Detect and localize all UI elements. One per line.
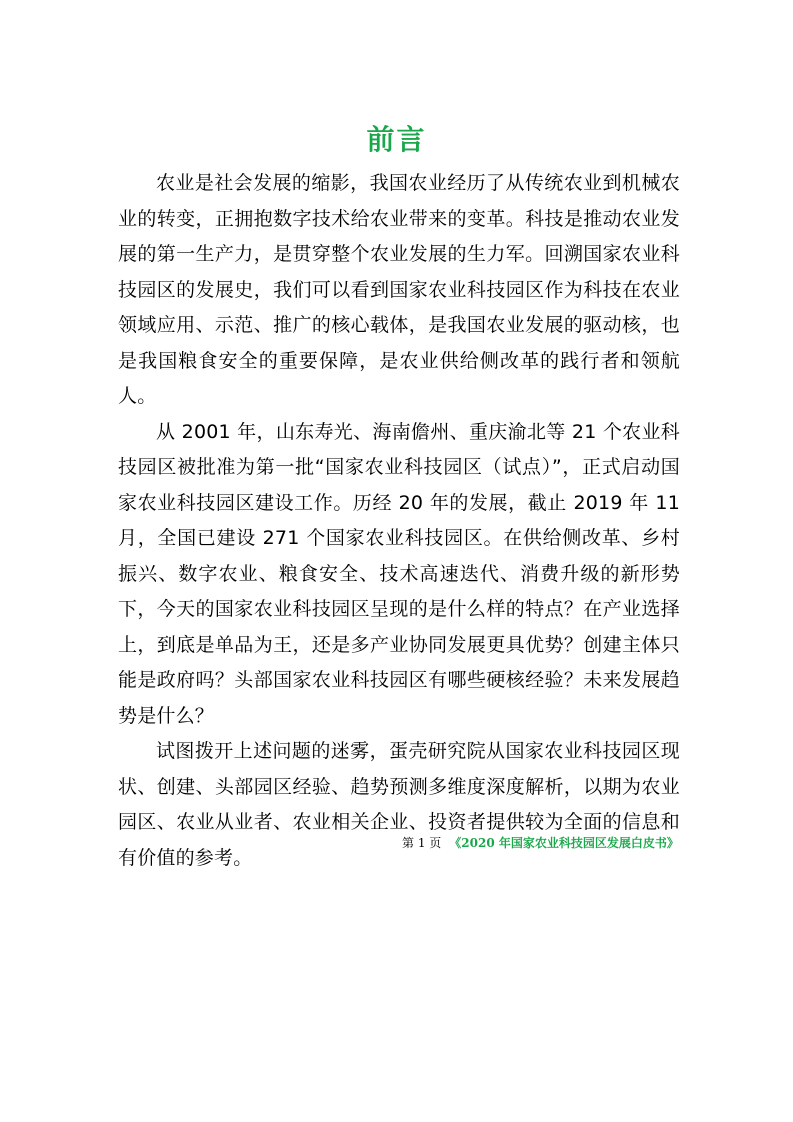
paragraph-2: 从 2001 年，山东寿光、海南儋州、重庆渝北等 21 个农业科技园区被批准为第一批“国家农业科技园区（试点）”，正式启动国家农业科技园区建设工作。历经 20 年的发展，截止 2019 年 11 月，全国已建设 271 个国家农业科技园区。在供给侧改革、乡村振兴、数字农业、粮食安全、技术高速迭代、消费升级的新形势下，今天的国家农业科技园区呈现的是什么样的特点？在产业选择上，到底是单品为王，还是多产业协同发展更具优势？创建主体只能是政府吗？头部国家农业科技园区有哪些硬核经验？未来发展趋势是什么？: [118, 420, 680, 727]
body-text: [118, 166, 680, 876]
page-title: 前言: [366, 123, 427, 156]
paragraph-1: 农业是社会发展的缩影，我国农业经历了从传统农业到机械农业的转变，正拥抱数字技术给农业带来的变革。科技是推动农业发展的第一生产力，是贯穿整个农业发展的生力军。回溯国家农业科技园区的发展史，我们可以看到国家农业科技园区作为科技在农业领域应用、示范、推广的核心载体，是我国农业发展的驱动核，也是我国粮食安全的重要保障，是农业供给侧改革的践行者和领航人。: [118, 172, 680, 407]
page-footer: [402, 836, 679, 850]
footer-book-title: 《2020 年国家农业科技园区发展白皮书》: [449, 836, 679, 850]
page-number: 第 1 页: [402, 836, 442, 850]
paragraph-3: 试图拨开上述问题的迷雾，蛋壳研究院从国家农业科技园区现状、创建、头部园区经验、趋势预测多维度深度解析，以期为农业园区、农业从业者、农业相关企业、投资者提供较为全面的信息和有价值的参考。: [118, 740, 680, 869]
